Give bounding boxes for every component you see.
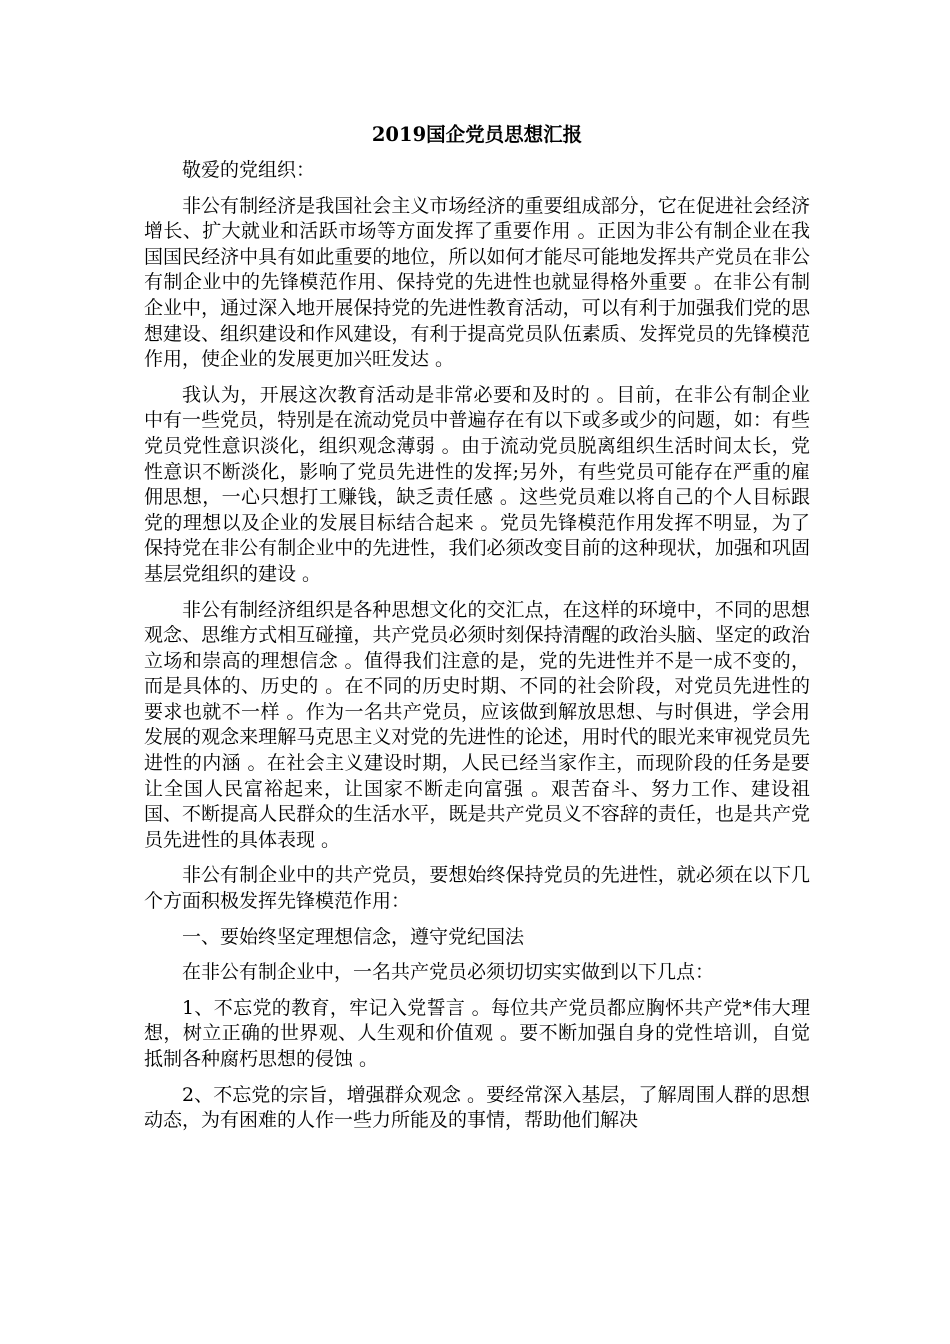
document-title: 2019国企党员思想汇报 bbox=[371, 123, 583, 146]
paragraph-5: 在非公有制企业中，一名共产党员必须切切实实做到以下几点： bbox=[182, 961, 715, 984]
paragraph-4: 非公有制企业中的共产党员，要想始终保持党员的先进性，就必须在以下几个方面积极发挥先锋模范作用： bbox=[144, 864, 810, 913]
paragraph-1: 非公有制经济是我国社会主义市场经济的重要组成部分，它在促进社会经济增长、扩大就业和活跃市场等方面发挥了重要作用 。正因为非公有制企业在我国国民经济中具有如此重要的地位，所以如何才能尽可能地发挥共产党员在非公有制企业中的先锋模范作用、保持党的先进性也就显得格外重要 。在非公有制企业中，通过深入地开展保持党的先进性教育活动，可以有利于加强我们党的思想建设、组织建设和作风建设，有利于提高党员队伍素质、发挥党员的先锋模范作用，使企业的发展更加兴旺发达 。 bbox=[144, 194, 810, 371]
section-heading-1: 一、要始终坚定理想信念，遵守党纪国法 bbox=[182, 925, 525, 948]
list-item-1: 1、不忘党的教育，牢记入党誓言 。每位共产党员都应胸怀共产党*伟大理想，树立正确的世界观、人生观和价值观 。要不断加强自身的党性培训，自觉抵制各种腐朽思想的侵蚀 。 bbox=[144, 996, 810, 1070]
document-body bbox=[144, 121, 810, 1144]
salutation: 敬爱的党组织： bbox=[182, 159, 316, 181]
paragraph-3: 非公有制经济组织是各种思想文化的交汇点，在这样的环境中，不同的思想观念、思维方式相互碰撞，共产党员必须时刻保持清醒的政治头脑、坚定的政治立场和崇高的理想信念 。值得我们注意的是，党的先进性并不是一成不变的，而是具体的、历史的 。在不同的历史时期、不同的社会阶段，对党员先进性的要求也就不一样 。作为一名共产党员，应该做到解放思想、与时俱进，学会用发展的观念来理解马克思主义对党的先进性的论述，用时代的眼光来审视党员先进性的内涵 。在社会主义建设时期，人民已经当家作主，而现阶段的任务是要让全国人民富裕起来，让国家不断走向富强 。艰苦奋斗、努力工作、建设祖国、不断提高人民群众的生活水平，既是共产党员义不容辞的责任，也是共产党员先进性的具体表现 。 bbox=[144, 598, 810, 851]
paragraph-2: 我认为，开展这次教育活动是非常必要和及时的 。目前，在非公有制企业中有一些党员，特别是在流动党员中普遍存在有以下或多或少的问题，如：有些党员党性意识淡化，组织观念薄弱 。由于流动党员脱离组织生活时间太长，党性意识不断淡化，影响了党员先进性的发挥;另外，有些党员可能存在严重的雇佣思想，一心只想打工赚钱，缺乏责任感 。这些党员难以将自己的个人目标跟党的理想以及企业的发展目标结合起来 。党员先锋模范作用发挥不明显，为了保持党在非公有制企业中的先进性，我们必须改变目前的这种现状，加强和巩固基层党组织的建设 。 bbox=[144, 383, 810, 585]
list-item-2: 2、不忘党的宗旨，增强群众观念 。要经常深入基层，了解周围人群的思想动态，为有困难的人作一些力所能及的事情，帮助他们解决 bbox=[144, 1083, 810, 1132]
